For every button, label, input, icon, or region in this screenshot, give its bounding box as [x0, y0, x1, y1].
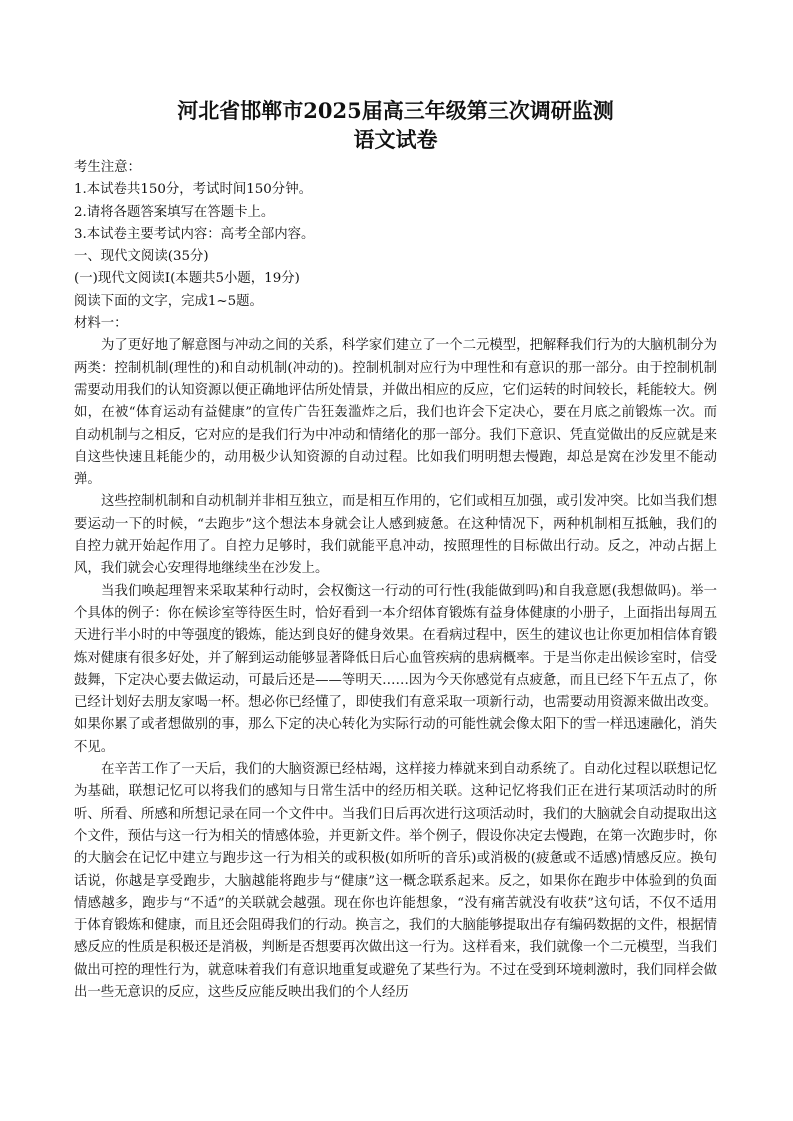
- exam-subtitle: 语文试卷: [353, 127, 438, 152]
- body-paragraph: 这些控制机制和自动机制并非相互独立，而是相互作用的，它们或相互加强，或引发冲突。比如当我们想要运动一下的时候，“去跑步”这个想法本身就会让人感到疲惫。在这种情况下，两种机制相互抵触，我们的自控力就开始起作用了。自控力足够时，我们就能平息冲动，按照理性的目标做出行动。反之，冲动占据上风，我们就会心安理得地继续坐在沙发上。: [74, 494, 717, 577]
- notice-item: 1.本试卷共150分，考试时间150分钟。: [74, 182, 312, 198]
- reading-instruction: 阅读下面的文字，完成1~5题。: [74, 293, 263, 309]
- section-sub-heading: (一)现代文阅读Ⅰ(本题共5小题，19分): [74, 271, 300, 287]
- body-paragraph: 在辛苦工作了一天后，我们的大脑资源已经枯竭，这样接力棒就来到自动系统了。自动化过程以联想记忆为基础，联想记忆可以将我们的感知与日常生活中的经历相关联。这种记忆将我们正在进行某项活动时的所听、所看、所感和所想记录在同一个文件中。当我们日后再次进行这项活动时，我们的大脑就会自动提取出这个文件，预估与这一行为相关的情感体验，并更新文件。举个例子，假设你决定去慢跑，在第一次跑步时，你的大脑会在记忆中建立与跑步这一行为相关的或积极(如所听的音乐)或消极的(疲惫或不适感)情感反应。换句话说，你越是享受跑步，大脑越能将跑步与“健康”这一概念联系起来。反之，如果你在跑步中体验到的负面情感越多，跑步与“不适”的关联就会越强。现在你也许能想象，“没有痛苦就没有收获”这句话，不仅不适用于体育锻炼和健康，而且还会阻碍我们的行动。换言之，我们的大脑能够提取出存有编码数据的文件，根据情感反应的性质是积极还是消极，判断是否想要再次做出这一行为。这样看来，我们就像一个二元模型，当我们做出可控的理性行为，就意味着我们有意识地重复或避免了某些行为。不过在受到环境刺激时，我们同样会做出一些无意识的反应，这些反应能反映出我们的个人经历: [74, 762, 717, 1000]
- section-heading: 一、现代文阅读(35分): [74, 249, 209, 265]
- body-paragraph: 当我们唤起理智来采取某种行动时，会权衡这一行动的可行性(我能做到吗)和自我意愿(我想做吗)。举一个具体的例子：你在候诊室等待医生时，恰好看到一本介绍体育锻炼有益身体健康的小册子，上面指出每周五天进行半小时的中等强度的锻炼，能达到良好的健身效果。在看病过程中，医生的建议也让你更加相信体育锻炼对健康有很多好处，并了解到运动能够显著降低日后心血管疾病的患病概率。于是当你走出候诊室时，信受鼓舞，下定决心要去做运动，可最后还是——等明天……因为今天你感觉有点疲惫，而且已经下午五点了，你已经计划好去朋友家喝一杯。想必你已经懂了，即使我们有意采取一项新行动，也需要动用资源来做出改变。如果你累了或者想做别的事，那么下定的决心转化为实际行动的可能性就会像太阳下的雪一样迅速融化，消失不见。: [74, 583, 717, 755]
- notice-item: 2.请将各题答案填写在答题卡上。: [74, 204, 275, 220]
- notice-item: 3.本试卷主要考试内容：高考全部内容。: [74, 226, 315, 242]
- body-paragraph: 为了更好地了解意图与冲动之间的关系，科学家们建立了一个二元模型，把解释我们行为的大脑机制分为两类：控制机制(理性的)和自动机制(冲动的)。控制机制对应行为中理性和有意识的那一部分。由于控制机制需要动用我们的认知资源以便正确地评估所处情景，并做出相应的反应，它们运转的时间较长，耗能较大。例如，在被“体育运动有益健康”的宣传广告狂轰滥炸之后，我们也许会下定决心，要在月底之前锻炼一次。而自动机制与之相反，它对应的是我们行为中冲动和情绪化的那一部分。我们下意识、凭直觉做出的反应就是来自这些快速且耗能少的，动用极少认知资源的自动过程。比如我们明明想去慢跑，却总是窝在沙发里不能动弹。: [74, 338, 717, 488]
- material-label: 材料一：: [74, 316, 128, 332]
- exam-title: 河北省邯郸市2025届高三年级第三次调研监测: [177, 98, 614, 123]
- notice-heading: 考生注意：: [74, 160, 141, 175]
